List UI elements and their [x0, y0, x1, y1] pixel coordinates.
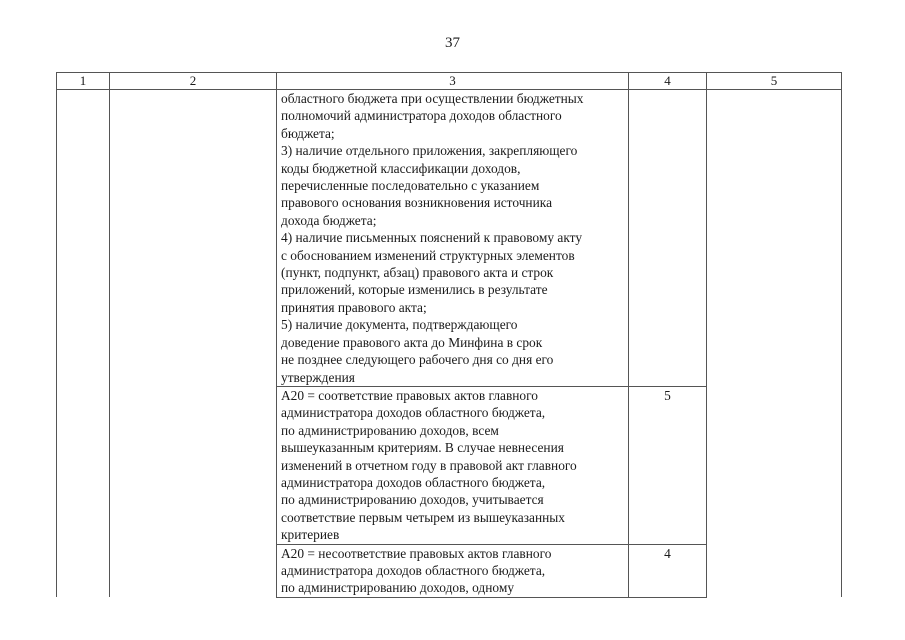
text-line: администратора доходов областного бюджета, [281, 474, 546, 490]
text-line: А20 = соответствие правовых актов главного [281, 387, 538, 403]
text-line: 3) наличие отдельного приложения, закрепляющего [281, 143, 578, 159]
text-line: изменений в отчетном году в правовой акт главного [281, 457, 577, 473]
text-line: 5) наличие документа, подтверждающего [281, 317, 518, 333]
score-cell: 4 [629, 544, 707, 597]
criterion-text-cell [277, 386, 629, 544]
page-number: 37 [445, 35, 460, 51]
text-line: по администрированию доходов, одному [281, 580, 515, 596]
text-line: администратора доходов областного бюджета, [281, 405, 546, 421]
score-cell [629, 90, 707, 387]
col-1-cell [57, 90, 110, 598]
header-col-2: 2 [110, 73, 277, 90]
text-line: областного бюджета при осуществлении бюджетных [281, 91, 584, 106]
text-line: правового основания возникновения источника [281, 195, 553, 211]
text-line: полномочий администратора доходов областного [281, 108, 562, 124]
col-2-cell [110, 90, 277, 598]
text-line: доведение правового акта до Минфина в срок [281, 334, 543, 350]
text-line: (пункт, подпункт, абзац) правового акта и строк [281, 265, 554, 281]
header-col-1: 1 [57, 73, 110, 90]
text-line: утверждения [281, 369, 355, 385]
text-line: администратора доходов областного бюджета, [281, 562, 546, 578]
text-line: перечисленные последовательно с указанием [281, 178, 540, 194]
header-col-5: 5 [707, 73, 842, 90]
text-line: принятия правового акта; [281, 299, 427, 315]
text-line: по администрированию доходов, всем [281, 422, 499, 438]
text-line: 4) наличие письменных пояснений к правовому акту [281, 230, 583, 246]
text-line: вышеуказанным критериям. В случае невнесения [281, 440, 564, 456]
text-line: соответствие первым четырем из вышеуказанных [281, 509, 565, 525]
text-line: с обоснованием изменений структурных элементов [281, 247, 575, 263]
text-line: бюджета; [281, 125, 335, 141]
criteria-table [56, 72, 842, 598]
text-line: коды бюджетной классификации доходов, [281, 160, 521, 176]
text-line: приложений, которые изменились в результате [281, 282, 548, 298]
text-line: А20 = несоответствие правовых актов главного [281, 545, 552, 561]
text-line: не позднее следующего рабочего дня со дня его [281, 352, 554, 368]
header-row [57, 73, 842, 90]
text-line: по администрированию доходов, учитывается [281, 492, 544, 508]
score-cell: 5 [629, 386, 707, 544]
text-line: дохода бюджета; [281, 212, 377, 228]
criterion-text-cell [277, 544, 629, 597]
col-5-cell [707, 90, 842, 598]
header-col-4: 4 [629, 73, 707, 90]
table-row [57, 90, 842, 387]
header-col-3: 3 [277, 73, 629, 90]
text-line: критериев [281, 527, 340, 543]
criterion-text-cell [277, 90, 629, 387]
